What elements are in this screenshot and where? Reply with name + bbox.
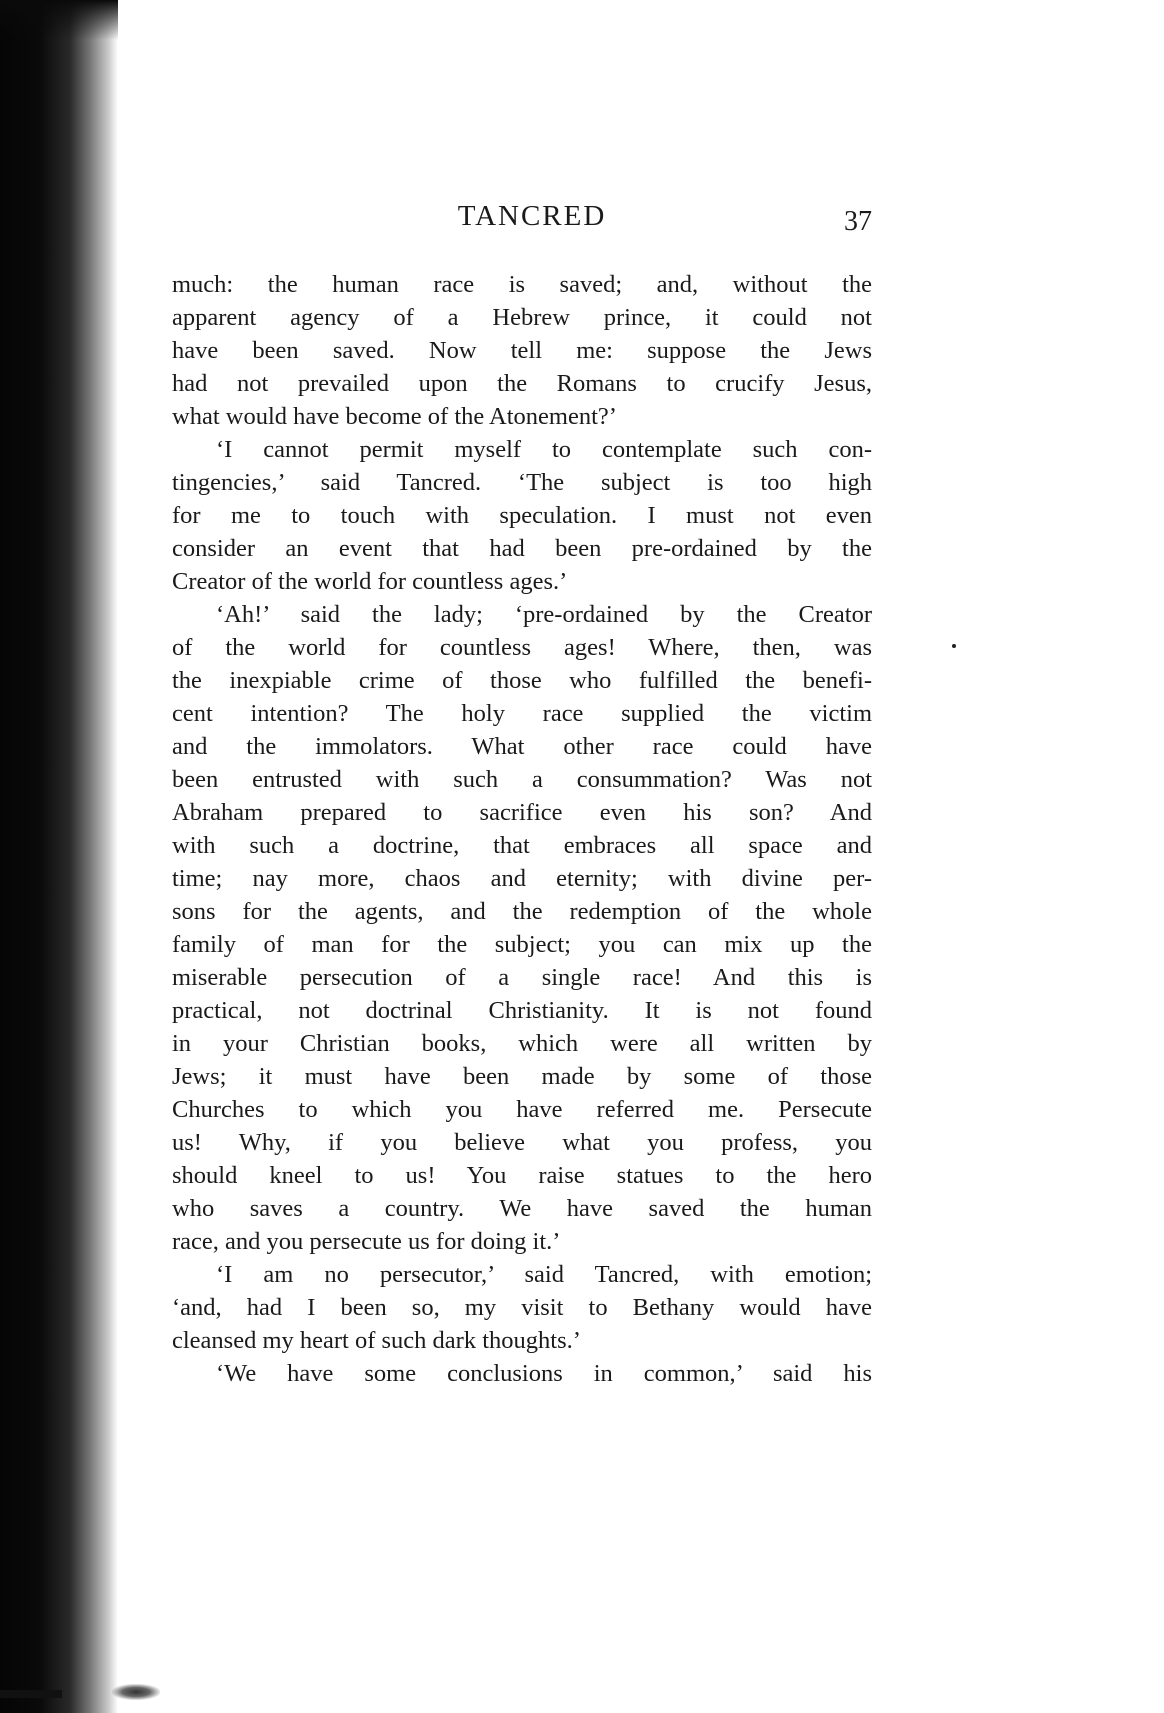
text-line: cent intention? The holy race supplied the victim (172, 700, 872, 727)
text-line: miserable persecution of a single race! And this is (172, 964, 872, 991)
page-number: 37 (844, 206, 872, 237)
text-line: apparent agency of a Hebrew prince, it could not (172, 304, 872, 331)
text-line: cleansed my heart of such dark thoughts.’ (172, 1327, 581, 1354)
ink-speck (952, 644, 956, 648)
page-header (172, 200, 872, 244)
text-line: practical, not doctrinal Christianity. It is not found (172, 997, 872, 1024)
scan-edge-mark (0, 1690, 62, 1698)
text-line: much: the human race is saved; and, without the (172, 271, 872, 298)
text-line: and the immolators. What other race could have (172, 733, 872, 760)
text-line: ‘Ah!’ said the lady; ‘pre-ordained by the Creator (216, 601, 872, 628)
text-line: Churches to which you have referred me. Persecute (172, 1096, 872, 1123)
text-line: should kneel to us! You raise statues to the hero (172, 1162, 872, 1189)
text-line: time; nay more, chaos and eternity; with divine per- (172, 865, 872, 892)
text-line: race, and you persecute us for doing it.’ (172, 1228, 561, 1255)
text-line: us! Why, if you believe what you profess, you (172, 1129, 872, 1156)
text-line: ‘I cannot permit myself to contemplate such con- (216, 436, 872, 463)
body-text (172, 268, 872, 1390)
text-line: ‘We have some conclusions in common,’ said his (216, 1360, 872, 1387)
text-line: sons for the agents, and the redemption of the whole (172, 898, 872, 925)
text-line: Jews; it must have been made by some of those (172, 1063, 872, 1090)
text-line: who saves a country. We have saved the human (172, 1195, 872, 1222)
text-line: tingencies,’ said Tancred. ‘The subject is too high (172, 469, 872, 496)
text-line: family of man for the subject; you can mix up the (172, 931, 872, 958)
text-line: had not prevailed upon the Romans to crucify Jesus, (172, 370, 872, 397)
text-line: in your Christian books, which were all written by (172, 1030, 872, 1057)
binding-gutter-shadow (0, 0, 118, 40)
text-line: ‘and, had I been so, my visit to Bethany would have (172, 1294, 872, 1321)
text-line: with such a doctrine, that embraces all space and (172, 832, 872, 859)
text-line: have been saved. Now tell me: suppose the Jews (172, 337, 872, 364)
text-line: what would have become of the Atonement?’ (172, 403, 617, 430)
text-line: ‘I am no persecutor,’ said Tancred, with emotion; (216, 1261, 872, 1288)
running-title: TANCRED (457, 200, 607, 232)
text-line: been entrusted with such a consummation? Was not (172, 766, 872, 793)
binding-gutter (0, 0, 118, 1713)
scan-smudge (112, 1684, 160, 1700)
text-line: for me to touch with speculation. I must not even (172, 502, 872, 529)
text-line: consider an event that had been pre-ordained by the (172, 535, 872, 562)
text-line: of the world for countless ages! Where, then, was (172, 634, 872, 661)
text-line: Abraham prepared to sacrifice even his son? And (172, 799, 872, 826)
text-line: the inexpiable crime of those who fulfilled the benefi- (172, 667, 872, 694)
text-line: Creator of the world for countless ages.’ (172, 568, 568, 595)
